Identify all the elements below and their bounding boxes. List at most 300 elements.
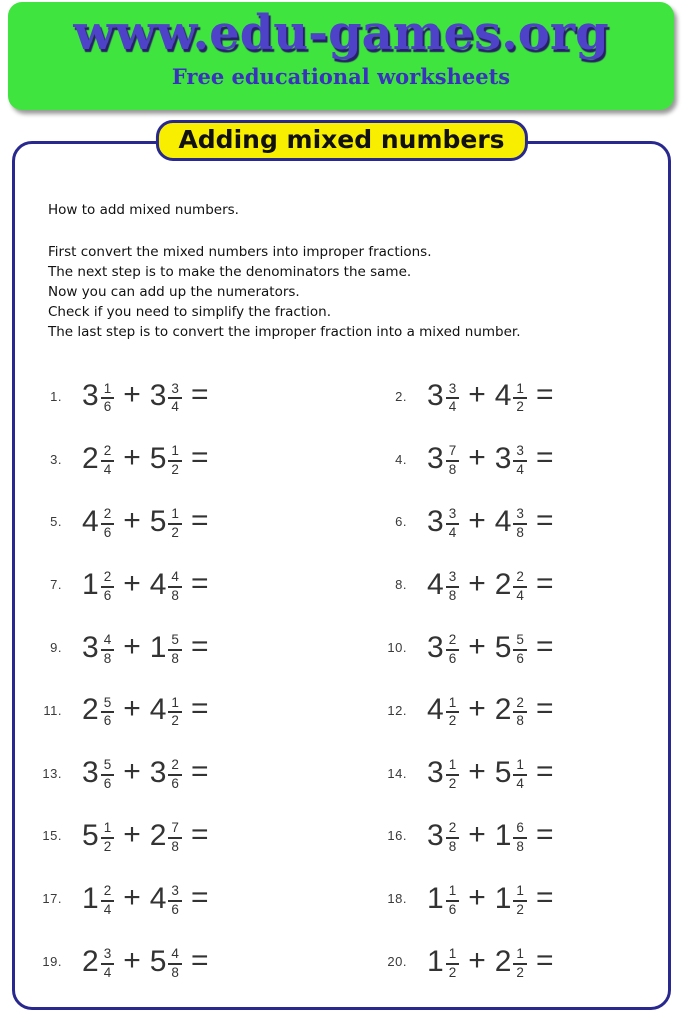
fraction [168, 884, 182, 918]
fraction-denominator: 6 [103, 776, 112, 792]
fraction-numerator: 1 [513, 947, 527, 965]
whole-number: 4 [494, 504, 512, 538]
fraction-numerator: 2 [513, 696, 527, 714]
fraction-numerator: 5 [101, 696, 115, 714]
equals-sign: = [535, 755, 554, 789]
fraction-denominator: 6 [448, 650, 457, 666]
fraction [446, 633, 460, 667]
problem-number: 4. [395, 451, 407, 467]
fraction-denominator: 6 [103, 587, 112, 603]
whole-number: 1 [82, 567, 99, 601]
whole-number: 3 [149, 379, 167, 413]
fraction-denominator: 4 [103, 462, 112, 478]
fraction-numerator: 3 [513, 507, 527, 525]
whole-number: 1 [82, 881, 99, 915]
fraction-numerator: 2 [101, 444, 115, 462]
mixed-number [427, 380, 459, 414]
fraction-denominator: 2 [171, 713, 179, 729]
whole-number: 5 [149, 442, 167, 476]
equals-sign: = [190, 755, 209, 789]
plus-operator: + [123, 629, 141, 663]
whole-number: 5 [494, 756, 512, 790]
problem-row [28, 742, 373, 805]
fraction-denominator: 8 [516, 838, 524, 854]
equals-sign: = [190, 566, 209, 600]
problem-expression [427, 505, 553, 539]
plus-operator: + [123, 943, 141, 977]
plus-operator: + [468, 943, 486, 977]
mixed-number [150, 568, 182, 602]
plus-operator: + [123, 880, 141, 914]
fraction-denominator: 8 [516, 713, 524, 729]
mixed-number [150, 945, 182, 979]
whole-number: 2 [82, 693, 99, 727]
whole-number: 2 [494, 944, 512, 978]
mixed-number [495, 442, 527, 476]
fraction-denominator: 4 [448, 399, 457, 415]
fraction-numerator: 5 [168, 633, 182, 651]
whole-number: 5 [82, 818, 99, 852]
fraction-numerator: 2 [101, 570, 115, 588]
fraction-numerator: 3 [168, 884, 182, 902]
fraction-numerator: 4 [101, 633, 115, 651]
problem-expression [82, 380, 208, 414]
mixed-number [495, 631, 527, 665]
fraction-numerator: 3 [446, 507, 460, 525]
fraction-denominator: 2 [516, 901, 524, 917]
fraction [446, 507, 460, 541]
fraction-numerator: 1 [101, 821, 115, 839]
fraction [101, 696, 115, 730]
plus-operator: + [123, 503, 141, 537]
mixed-number [427, 882, 459, 916]
fraction-numerator: 3 [168, 382, 182, 400]
fraction-denominator: 8 [171, 838, 179, 854]
fraction [446, 444, 460, 478]
problem-row [28, 867, 373, 930]
whole-number: 5 [149, 504, 167, 538]
fraction-denominator: 2 [516, 399, 524, 415]
fraction [168, 570, 182, 604]
problem-row [28, 491, 373, 554]
whole-number: 3 [427, 504, 444, 538]
fraction [446, 821, 460, 855]
problem-expression [427, 380, 553, 414]
mixed-number [495, 568, 527, 602]
problem-row [28, 365, 373, 428]
whole-number: 2 [82, 944, 99, 978]
problem-expression [82, 631, 208, 665]
fraction [101, 507, 115, 541]
problem-number: 18. [387, 891, 407, 907]
whole-number: 3 [427, 818, 444, 852]
equals-sign: = [190, 692, 209, 726]
whole-number: 3 [427, 630, 444, 664]
fraction-denominator: 6 [516, 650, 524, 666]
fraction-denominator: 8 [448, 462, 457, 478]
whole-number: 4 [149, 567, 167, 601]
mixed-number [82, 694, 114, 728]
mixed-number [495, 694, 527, 728]
problem-number: 10. [387, 640, 407, 656]
mixed-number [82, 819, 114, 853]
whole-number: 3 [82, 756, 99, 790]
mixed-number [427, 756, 459, 790]
whole-number: 2 [149, 818, 167, 852]
fraction [101, 570, 115, 604]
fraction-denominator: 8 [171, 650, 179, 666]
fraction [168, 821, 182, 855]
fraction-denominator: 2 [171, 524, 179, 540]
problem-expression [427, 568, 553, 602]
problem-number: 12. [387, 702, 407, 718]
fraction-numerator: 6 [513, 821, 527, 839]
fraction-denominator: 4 [516, 587, 524, 603]
problem-row [373, 930, 553, 993]
whole-number: 4 [82, 504, 99, 538]
problem-expression [427, 945, 553, 979]
fraction [446, 758, 460, 792]
fraction [513, 947, 527, 981]
fraction-numerator: 1 [513, 382, 527, 400]
fraction-denominator: 6 [103, 524, 112, 540]
equals-sign: = [535, 503, 554, 537]
fraction [101, 633, 115, 667]
mixed-number [495, 756, 527, 790]
mixed-number [427, 945, 459, 979]
equals-sign: = [535, 566, 554, 600]
fraction-numerator: 1 [101, 382, 115, 400]
fraction-numerator: 1 [168, 507, 182, 525]
whole-number: 1 [427, 944, 444, 978]
fraction-denominator: 4 [516, 462, 524, 478]
whole-number: 4 [149, 693, 167, 727]
fraction-denominator: 8 [103, 650, 112, 666]
fraction-numerator: 4 [168, 570, 182, 588]
mixed-number [82, 442, 114, 476]
fraction [168, 758, 182, 792]
fraction-numerator: 1 [446, 884, 460, 902]
fraction [101, 382, 115, 416]
worksheet-box [12, 141, 671, 1010]
fraction-numerator: 2 [446, 633, 460, 651]
fraction [101, 884, 115, 918]
fraction-denominator: 8 [171, 587, 179, 603]
fraction-denominator: 2 [448, 713, 457, 729]
fraction [446, 696, 460, 730]
fraction-numerator: 2 [168, 758, 182, 776]
mixed-number [427, 568, 459, 602]
problem-expression [82, 568, 208, 602]
fraction-numerator: 2 [101, 507, 115, 525]
fraction-denominator: 4 [448, 524, 457, 540]
whole-number: 3 [427, 756, 444, 790]
problem-number: 2. [395, 388, 407, 404]
problem-number: 7. [50, 577, 62, 593]
problem-row [373, 365, 553, 428]
fraction-denominator: 6 [103, 713, 112, 729]
instruction-line: Check if you need to simplify the fraction. [48, 304, 331, 320]
instruction-line: Now you can add up the numerators. [48, 284, 300, 300]
fraction-numerator: 1 [446, 696, 460, 714]
plus-operator: + [468, 503, 486, 537]
problem-number: 20. [387, 954, 407, 970]
site-tagline: Free educational worksheets [171, 64, 511, 89]
equals-sign: = [535, 441, 554, 475]
fraction-denominator: 6 [448, 901, 457, 917]
equals-sign: = [190, 817, 209, 851]
problem-expression [82, 945, 208, 979]
problem-row [373, 428, 553, 491]
mixed-number [150, 505, 182, 539]
fraction [101, 947, 115, 981]
plus-operator: + [123, 817, 141, 851]
whole-number: 3 [82, 379, 99, 413]
fraction [513, 507, 527, 541]
equals-sign: = [535, 692, 554, 726]
fraction-denominator: 8 [448, 587, 457, 603]
fraction-numerator: 1 [168, 696, 182, 714]
problem-number: 5. [50, 514, 62, 530]
whole-number: 4 [427, 693, 444, 727]
worksheet-title-badge: Adding mixed numbers [155, 120, 527, 161]
problem-row [28, 930, 373, 993]
equals-sign: = [535, 817, 554, 851]
plus-operator: + [468, 441, 486, 475]
mixed-number [82, 568, 114, 602]
problem-expression [427, 882, 553, 916]
instruction-line: The last step is to convert the improper fraction into a mixed number. [48, 324, 521, 340]
equals-sign: = [190, 880, 209, 914]
mixed-number [150, 631, 182, 665]
mixed-number [427, 505, 459, 539]
whole-number: 3 [427, 379, 444, 413]
whole-number: 1 [494, 818, 512, 852]
problem-number: 6. [395, 514, 407, 530]
problem-number: 11. [43, 702, 62, 718]
fraction [446, 570, 460, 604]
fraction-numerator: 1 [446, 947, 460, 965]
mixed-number [150, 882, 182, 916]
fraction [101, 758, 115, 792]
mixed-number [495, 505, 527, 539]
problem-expression [427, 756, 553, 790]
mixed-number [82, 882, 114, 916]
fraction [168, 633, 182, 667]
fraction-denominator: 2 [171, 462, 179, 478]
mixed-number [150, 819, 182, 853]
fraction-numerator: 3 [101, 947, 115, 965]
problem-row [373, 679, 553, 742]
fraction-denominator: 4 [516, 776, 524, 792]
mixed-number [495, 882, 527, 916]
fraction [101, 821, 115, 855]
mixed-number [82, 945, 114, 979]
fraction-numerator: 3 [446, 570, 460, 588]
fraction-denominator: 6 [171, 776, 179, 792]
problem-row [373, 805, 553, 868]
problem-row [373, 616, 553, 679]
mixed-number [495, 380, 527, 414]
fraction [513, 444, 527, 478]
problem-row [28, 616, 373, 679]
mixed-number [82, 380, 114, 414]
fraction-numerator: 1 [446, 758, 460, 776]
whole-number: 3 [494, 442, 512, 476]
problem-number: 14. [387, 765, 407, 781]
problem-row [28, 679, 373, 742]
instruction-line: The next step is to make the denominators the same. [48, 264, 412, 280]
fraction [168, 696, 182, 730]
equals-sign: = [190, 503, 209, 537]
problem-number: 8. [395, 577, 407, 593]
problem-number: 13. [42, 765, 62, 781]
instructions-list [48, 242, 521, 342]
plus-operator: + [468, 629, 486, 663]
mixed-number [150, 694, 182, 728]
problem-row [28, 805, 373, 868]
fraction [513, 884, 527, 918]
fraction-numerator: 1 [168, 444, 182, 462]
fraction-numerator: 1 [513, 884, 527, 902]
plus-operator: + [468, 378, 486, 412]
problem-expression [82, 694, 208, 728]
plus-operator: + [123, 692, 141, 726]
instructions-block [48, 202, 521, 342]
plus-operator: + [468, 880, 486, 914]
fraction-numerator: 5 [513, 633, 527, 651]
equals-sign: = [190, 943, 209, 977]
fraction-numerator: 5 [101, 758, 115, 776]
fraction [513, 570, 527, 604]
mixed-number [427, 819, 459, 853]
mixed-number [150, 442, 182, 476]
fraction-numerator: 3 [446, 382, 460, 400]
mixed-number [495, 945, 527, 979]
fraction-numerator: 7 [446, 444, 460, 462]
fraction-numerator: 2 [101, 884, 115, 902]
problem-number: 17. [42, 891, 62, 907]
whole-number: 4 [149, 881, 167, 915]
instructions-heading: How to add mixed numbers. [48, 202, 239, 218]
fraction-denominator: 2 [103, 838, 112, 854]
fraction-numerator: 3 [513, 444, 527, 462]
equals-sign: = [535, 378, 554, 412]
problem-expression [82, 442, 208, 476]
equals-sign: = [190, 441, 209, 475]
plus-operator: + [468, 817, 486, 851]
site-header-banner [8, 2, 674, 110]
whole-number: 2 [82, 442, 99, 476]
problem-expression [82, 819, 208, 853]
mixed-number [427, 442, 459, 476]
fraction [446, 382, 460, 416]
whole-number: 5 [494, 630, 512, 664]
whole-number: 1 [149, 630, 167, 664]
fraction-denominator: 8 [516, 524, 524, 540]
problem-row [28, 553, 373, 616]
fraction [513, 382, 527, 416]
problem-row [373, 491, 553, 554]
plus-operator: + [123, 566, 141, 600]
fraction [513, 758, 527, 792]
problem-number: 19. [42, 954, 62, 970]
whole-number: 1 [494, 881, 512, 915]
fraction-denominator: 8 [448, 838, 457, 854]
fraction-numerator: 1 [513, 758, 527, 776]
problem-expression [427, 819, 553, 853]
problem-number: 3. [50, 451, 62, 467]
fraction [513, 696, 527, 730]
fraction [168, 947, 182, 981]
fraction [446, 884, 460, 918]
whole-number: 3 [149, 756, 167, 790]
fraction-denominator: 4 [103, 964, 112, 980]
whole-number: 3 [427, 442, 444, 476]
mixed-number [495, 819, 527, 853]
fraction [168, 382, 182, 416]
fraction-denominator: 2 [448, 776, 457, 792]
plus-operator: + [468, 755, 486, 789]
problem-number: 9. [50, 640, 62, 656]
whole-number: 5 [149, 944, 167, 978]
problem-expression [427, 694, 553, 728]
fraction-denominator: 2 [516, 964, 524, 980]
fraction [168, 444, 182, 478]
plus-operator: + [468, 692, 486, 726]
equals-sign: = [535, 629, 554, 663]
mixed-number [427, 694, 459, 728]
problem-expression [427, 631, 553, 665]
problems-grid [28, 365, 553, 993]
instruction-line: First convert the mixed numbers into improper fractions. [48, 244, 432, 260]
problem-expression [82, 882, 208, 916]
plus-operator: + [123, 755, 141, 789]
whole-number: 4 [427, 567, 444, 601]
fraction-numerator: 2 [513, 570, 527, 588]
fraction-denominator: 4 [103, 901, 112, 917]
whole-number: 2 [494, 567, 512, 601]
site-title: www.edu-games.org [73, 5, 609, 61]
fraction-denominator: 6 [171, 901, 179, 917]
plus-operator: + [123, 378, 141, 412]
fraction-numerator: 7 [168, 821, 182, 839]
mixed-number [82, 505, 114, 539]
problem-expression [82, 756, 208, 790]
mixed-number [150, 380, 182, 414]
equals-sign: = [190, 378, 209, 412]
fraction-numerator: 2 [446, 821, 460, 839]
whole-number: 1 [427, 881, 444, 915]
fraction [168, 507, 182, 541]
mixed-number [82, 631, 114, 665]
fraction-denominator: 6 [103, 399, 112, 415]
fraction-denominator: 2 [448, 964, 457, 980]
equals-sign: = [190, 629, 209, 663]
whole-number: 3 [82, 630, 99, 664]
fraction [101, 444, 115, 478]
problem-row [28, 428, 373, 491]
mixed-number [427, 631, 459, 665]
problem-row [373, 553, 553, 616]
mixed-number [82, 756, 114, 790]
plus-operator: + [468, 566, 486, 600]
problem-number: 15. [42, 828, 62, 844]
mixed-number [150, 756, 182, 790]
fraction-numerator: 4 [168, 947, 182, 965]
fraction-denominator: 4 [171, 399, 179, 415]
problem-expression [82, 505, 208, 539]
